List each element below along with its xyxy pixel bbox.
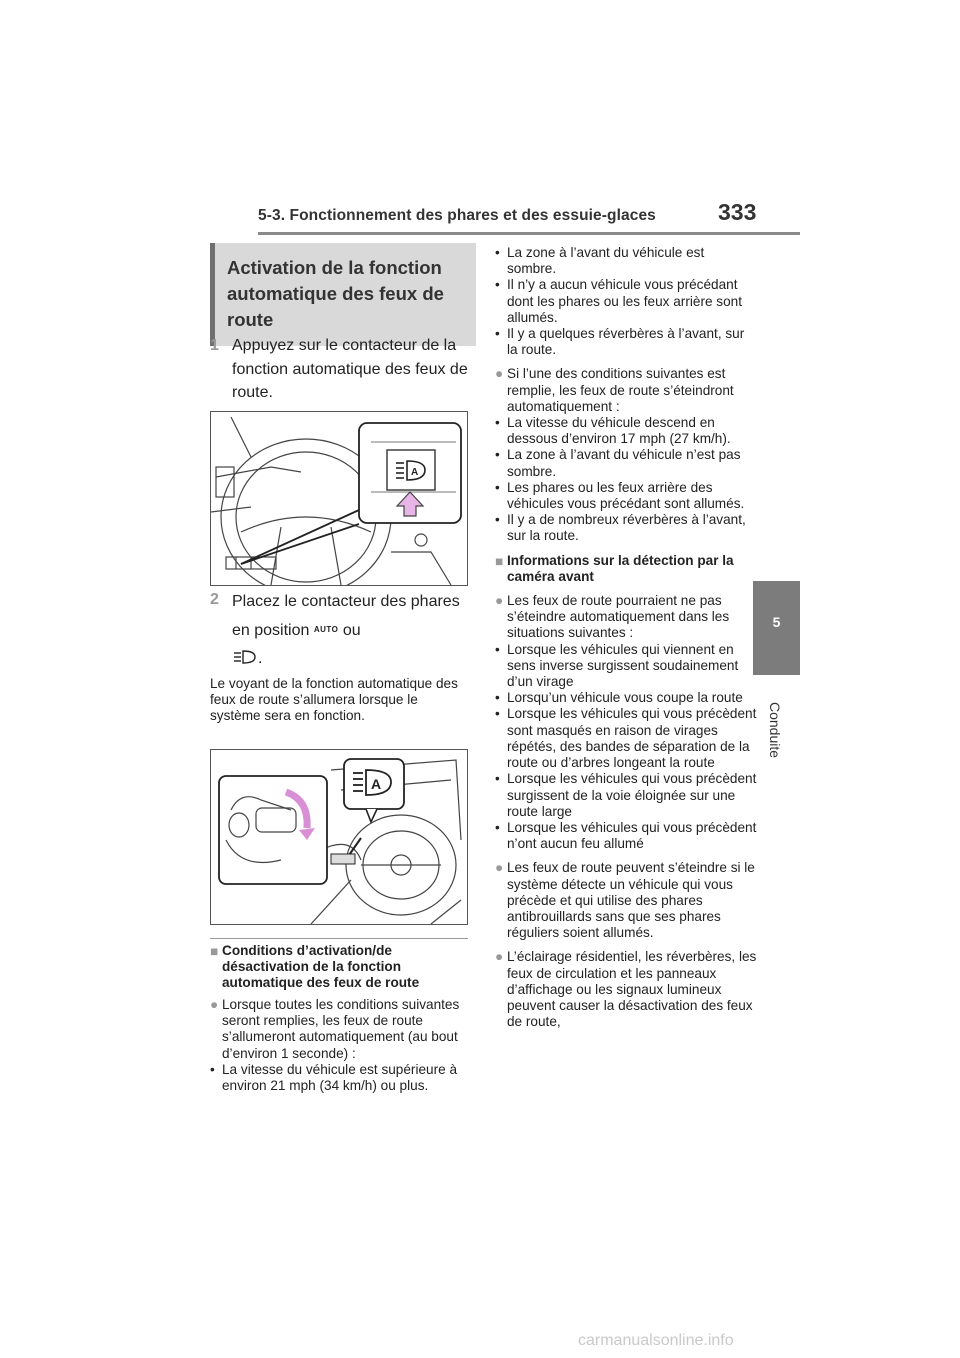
right-column bbox=[495, 245, 757, 1030]
square-bullet-icon: ■ bbox=[495, 553, 504, 569]
list-item: • La zone à l’avant du véhicule n’est pas sombre. bbox=[495, 447, 741, 479]
auto-position-icon: AUTO bbox=[313, 625, 339, 634]
step-number: 2 bbox=[210, 591, 219, 608]
dashboard-illustration bbox=[211, 412, 467, 585]
list-item: • Les phares ou les feux arrière des véhicules vous précédant sont allumés. bbox=[495, 479, 745, 512]
square-bullet-icon: ■ bbox=[210, 944, 219, 959]
circle-bullet-icon: ● bbox=[495, 366, 504, 382]
chapter-number: 5 bbox=[772, 614, 781, 630]
circle-bullet-icon: ● bbox=[495, 949, 504, 965]
circle-bullet-icon: ● bbox=[495, 593, 504, 609]
step-text-or: ou bbox=[342, 622, 361, 639]
indicator-note: Le voyant de la fonction automatique des feux de route s’allumera lorsque le système sera en fonction. bbox=[210, 676, 458, 724]
list-item: • Lorsque les véhicules qui vous précèdent sont masqués en raison de virages répétés, des bandes de séparation de la route ou d’arbres longeant la route bbox=[495, 706, 757, 771]
step-text: Appuyez sur le contacteur de la fonction automatique des feux de route. bbox=[232, 337, 468, 401]
circle-bullet-icon: ● bbox=[495, 860, 504, 876]
camera-intro: ● Les feux de route pourraient ne pas s’éteindre automatiquement dans les situations suivantes : bbox=[495, 593, 730, 641]
section-heading: Activation de la fonction automatique des feux de route bbox=[210, 243, 476, 346]
step-1 bbox=[210, 334, 468, 406]
list-item: • Il y a de nombreux réverbères à l’avant, sur la route. bbox=[495, 512, 746, 544]
list-item: • Il y a quelques réverbères à l’avant, sur la route. bbox=[495, 326, 745, 358]
list-item: • Il n’y a aucun véhicule vous précédant dont les phares ou les feux arrière sont allumés. bbox=[495, 277, 743, 325]
page-number: 333 bbox=[718, 199, 757, 225]
step-end: . bbox=[258, 650, 263, 667]
footer-watermark: carmanualsonline.info bbox=[578, 1332, 734, 1349]
svg-text:A: A bbox=[411, 467, 419, 478]
step-number: 1 bbox=[210, 337, 219, 354]
figure-lever bbox=[210, 749, 468, 925]
activate-intro: ● Lorsque toutes les conditions suivantes seront remplies, les feux de route s’allumeront automatiquement (au bout d’environ 1 seconde) : bbox=[210, 997, 460, 1061]
svg-text:A: A bbox=[371, 776, 382, 792]
list-item: • La zone à l’avant du véhicule est sombre. bbox=[495, 245, 705, 277]
list-item: • Lorsque les véhicules qui vous précèdent surgissent de la voie éloignée sur une route large bbox=[495, 771, 757, 819]
camera-title: ■ Informations sur la détection par la caméra avant bbox=[495, 552, 734, 584]
list-item: • Lorsque les véhicules qui vous précèdent n’ont aucun feu allumé bbox=[495, 819, 757, 852]
figure-switch-location bbox=[210, 411, 468, 586]
list-item: • La vitesse du véhicule descend en dessous d’environ 17 mph (27 km/h). bbox=[495, 415, 731, 447]
chapter-label: Conduite bbox=[767, 701, 783, 759]
auto-high-beam-icon bbox=[232, 649, 258, 665]
header-rule bbox=[258, 232, 800, 235]
divider bbox=[210, 938, 468, 939]
camera-p2: ● Les feux de route peuvent s’éteindre si le système détecte un véhicule qui vous précède et qui utilise des phares antibrouillards sans que ses phares réguliers soient allumés. bbox=[495, 860, 755, 941]
camera-p3: ● L’éclairage résidentiel, les réverbères, les feux de circulation et les panneaux d’affichage ou les signaux lumineux peuvent causer la désactivation des feux de route, bbox=[495, 949, 757, 1030]
list-item: • Lorsque les véhicules qui viennent en sens inverse surgissent soudainement d’un virage bbox=[495, 641, 739, 690]
step-2 bbox=[210, 588, 468, 668]
list-item: • Lorsqu’un véhicule vous coupe la route bbox=[495, 690, 743, 706]
conditions-title: ■ Conditions d’activation/de désactivation de la fonction automatique des feux de route bbox=[210, 943, 420, 991]
deactivate-intro: ● Si l’une des conditions suivantes est remplie, les feux de route s’éteindront automatiquement : bbox=[495, 366, 734, 414]
lever-illustration bbox=[211, 750, 467, 924]
section-title: 5-3. Fonctionnement des phares et des essuie-glaces bbox=[258, 207, 656, 224]
activate-block bbox=[210, 997, 465, 1094]
list-item: • La vitesse du véhicule est supérieure à environ 21 mph (34 km/h) ou plus. bbox=[210, 1061, 458, 1094]
circle-bullet-icon: ● bbox=[210, 997, 219, 1012]
step-text: Placez le contacteur des phares en position bbox=[232, 593, 460, 639]
